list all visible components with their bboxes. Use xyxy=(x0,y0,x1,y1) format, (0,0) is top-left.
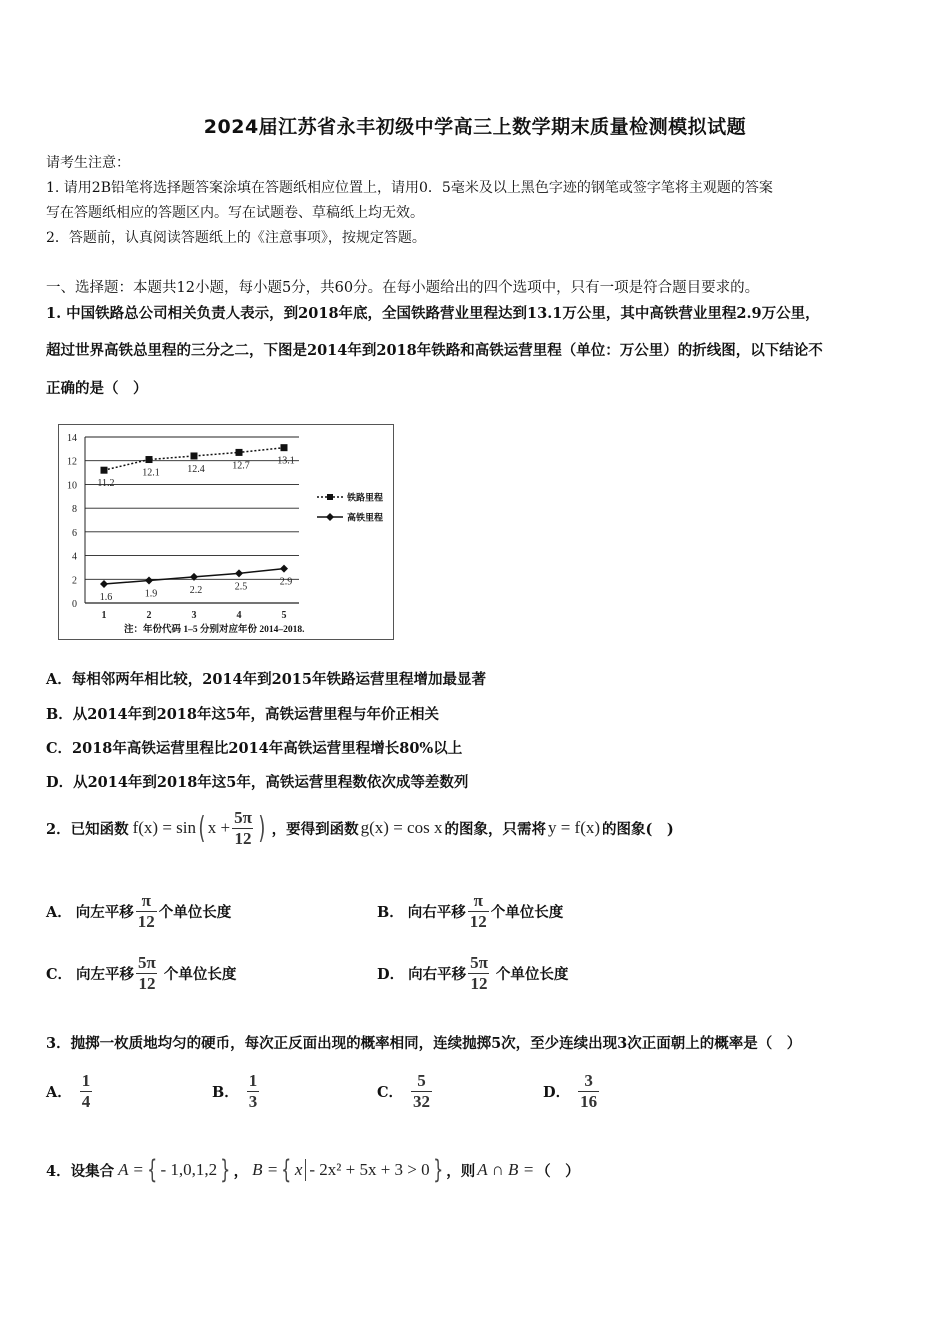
q2-option-b-den: 12 xyxy=(469,911,487,931)
x-tick-label: 1 xyxy=(101,610,107,621)
notice-item-1-cont: 写在答题纸相应的答题区内。写在试题卷、草稿纸上均无效。 xyxy=(46,205,424,221)
q2-option-d-den: 12 xyxy=(470,973,488,993)
q4-comma: ， xyxy=(233,1162,249,1180)
q2-option-b-pre: 向右平移 xyxy=(407,903,466,921)
q3-option-a-num: 1 xyxy=(81,1070,91,1090)
data-point xyxy=(236,449,243,456)
q2-option-c-fraction xyxy=(136,953,158,994)
q2-option-a-den: 12 xyxy=(137,911,155,931)
q4-then: ，则 xyxy=(446,1162,476,1180)
q1-option-b: B．从2014年到2018年这5年，高铁运营里程与年价正相关 xyxy=(46,706,440,723)
q2-option-c-pre: 向左平移 xyxy=(76,965,135,983)
notice-heading: 请考生注意： xyxy=(46,155,130,171)
q2-left-paren: ( xyxy=(198,810,206,846)
data-label: 12.1 xyxy=(142,467,160,479)
q2-option-d-pre: 向右平移 xyxy=(408,965,467,983)
q2-option-d-post: 个单位长度 xyxy=(495,965,569,983)
notice-item-2: 2．答题前，认真阅读答题纸上的《注意事项》，按规定答题。 xyxy=(46,230,426,246)
q2-g-expr: g(x) = cos x xyxy=(360,818,443,837)
q2-option-b-letter: B． xyxy=(377,903,404,921)
q3-option-d-num: 3 xyxy=(584,1070,593,1090)
q2-option-b xyxy=(377,888,563,934)
chart-svg xyxy=(59,425,393,639)
y-tick-label: 12 xyxy=(67,456,77,468)
q2-option-a-post: 个单位长度 xyxy=(158,903,232,921)
q4-set-a-items: - 1,0,1,2 xyxy=(160,1160,218,1179)
q2-option-b-fraction xyxy=(468,891,489,932)
q3-option-c-letter: C． xyxy=(377,1083,404,1101)
q1-option-c: C．2018年高铁运营里程比2014年高铁运营里程增长80%以上 xyxy=(46,740,463,757)
q4-set-b-name: B = xyxy=(252,1160,279,1179)
q3-option-d xyxy=(543,1068,601,1114)
data-point xyxy=(145,576,153,584)
q2-frac-num: 5π xyxy=(234,807,252,827)
data-point xyxy=(100,580,108,588)
q2-option-a-letter: A． xyxy=(46,903,72,921)
y-tick-label: 2 xyxy=(72,575,77,587)
q2-option-c-den: 12 xyxy=(138,973,156,993)
q2-mid2: 的图象，只需将 xyxy=(444,820,546,838)
q2-fraction xyxy=(232,808,254,849)
q2-option-d-fraction xyxy=(468,953,490,994)
data-label: 2.5 xyxy=(234,581,248,593)
q2-option-d-num: 5π xyxy=(470,952,488,972)
q4-set-b-open-brace: { xyxy=(281,1155,292,1185)
q2-option-a-num: π xyxy=(141,890,151,910)
q3-option-d-fraction xyxy=(578,1071,599,1112)
q2-option-d-letter: D． xyxy=(377,965,405,983)
q4-set-b-close-brace: } xyxy=(432,1155,443,1185)
y-tick-label: 0 xyxy=(72,599,77,610)
q3-option-c-num: 5 xyxy=(417,1070,426,1090)
q3-option-a-fraction xyxy=(80,1071,93,1112)
q3-text: 3．抛掷一枚质地均匀的硬币，每次正反面出现的概率相同，连续抛掷5次，至少连续出现3次正面朝上的概率是（ ） xyxy=(46,1035,802,1052)
legend-label: 铁路里程 xyxy=(347,492,384,503)
q3-option-c-den: 32 xyxy=(413,1091,431,1111)
legend-label: 高铁里程 xyxy=(347,512,384,523)
y-tick-label: 8 xyxy=(72,504,77,516)
section-heading: 一、选择题：本题共12小题，每小题5分，共60分。在每小题给出的四个选项中，只有一项是符合题目要求的。 xyxy=(46,280,760,296)
q3-option-b-letter: B． xyxy=(212,1083,239,1101)
q3-option-c-fraction xyxy=(411,1071,432,1112)
line-chart xyxy=(58,424,394,640)
q3-option-a xyxy=(46,1068,94,1114)
q2-option-a-pre: 向左平移 xyxy=(75,903,134,921)
q3-option-b xyxy=(212,1068,261,1114)
q4-ask: A ∩ B = xyxy=(477,1160,535,1179)
q1-option-d: D．从2014年到2018年这5年，高铁运营里程数依次成等差数列 xyxy=(46,774,469,791)
q2-option-a-fraction xyxy=(136,891,157,932)
q2-option-b-post: 个单位长度 xyxy=(490,903,564,921)
q2-mid: ，要得到函数 xyxy=(271,820,359,838)
data-label: 12.4 xyxy=(187,463,205,475)
q3-option-b-den: 3 xyxy=(248,1091,258,1111)
y-tick-label: 6 xyxy=(72,527,77,539)
data-label: 13.1 xyxy=(277,455,295,467)
q2-prefix: 2．已知函数 xyxy=(46,820,129,838)
data-point xyxy=(281,444,288,451)
data-label: 1.6 xyxy=(99,592,113,604)
legend-marker xyxy=(326,513,334,521)
q2-option-d xyxy=(377,948,568,998)
q3-option-b-num: 1 xyxy=(248,1070,258,1090)
data-point xyxy=(235,569,243,577)
q2-option-c-num: 5π xyxy=(138,952,156,972)
q4-suffix: （ ） xyxy=(536,1162,580,1180)
y-tick-label: 4 xyxy=(72,551,77,563)
q2-suffix: 的图象( ) xyxy=(602,820,674,838)
q3-option-a-letter: A． xyxy=(46,1083,72,1101)
q2-option-c xyxy=(46,948,236,998)
legend-marker xyxy=(327,494,333,500)
q3-option-c xyxy=(377,1068,434,1114)
q4-prefix: 4．设集合 xyxy=(46,1162,115,1180)
q1-text-line-3: 正确的是（ ） xyxy=(46,380,148,397)
notice-item-1: 1. 请用2B铅笔将选择题答案涂填在答题纸相应位置上，请用0．5毫米及以上黑色字迹的钢笔或签字笔将主观题的答案 xyxy=(46,180,773,196)
chart-note: 注：年份代码 1–5 分别对应年份 2014–2018. xyxy=(124,625,305,635)
x-tick-label: 5 xyxy=(281,610,287,621)
q2-option-b-num: π xyxy=(473,890,483,910)
q1-text-line-2: 超过世界高铁总里程的三分之二，下图是2014年到2018年铁路和高铁运营里程（单位：万公里）的折线图，以下结论不 xyxy=(46,342,823,359)
q2-frac-den: 12 xyxy=(234,828,252,848)
data-label: 2.9 xyxy=(279,576,293,588)
data-label: 11.2 xyxy=(97,478,115,490)
q2-option-c-post: 个单位长度 xyxy=(163,965,237,983)
q4-set-a-close-brace: } xyxy=(220,1155,231,1185)
q4-stem xyxy=(46,1150,580,1190)
data-point xyxy=(280,565,288,573)
q4-set-a-name: A = xyxy=(118,1160,144,1179)
x-tick-label: 4 xyxy=(236,610,242,621)
data-label: 12.7 xyxy=(232,460,250,472)
q2-right-paren: ) xyxy=(258,810,266,846)
q2-f-expr: f(x) = sin xyxy=(132,818,197,837)
q3-option-d-letter: D． xyxy=(543,1083,571,1101)
q4-set-b-cond: - 2x² + 5x + 3 > 0 xyxy=(309,1160,430,1179)
x-tick-label: 3 xyxy=(191,610,197,621)
q1-option-a: A．每相邻两年相比较，2014年到2015年铁路运营里程增加最显著 xyxy=(46,671,486,688)
x-tick-label: 2 xyxy=(146,610,152,621)
data-label: 2.2 xyxy=(189,584,203,596)
q4-set-b-var: x xyxy=(294,1160,303,1179)
q3-option-b-fraction xyxy=(247,1071,260,1112)
q1-text-line-1: 1. 中国铁路总公司相关负责人表示，到2018年底，全国铁路营业里程达到13.1万公里，其中高铁营业里程2.9万公里， xyxy=(46,305,820,322)
data-point xyxy=(101,467,108,474)
q2-y-expr: y = f(x) xyxy=(547,818,601,837)
data-label: 1.9 xyxy=(144,588,158,600)
y-tick-label: 10 xyxy=(67,480,77,492)
data-point xyxy=(146,456,153,463)
q2-option-a xyxy=(46,888,231,934)
q2-stem xyxy=(46,804,674,852)
y-tick-label: 14 xyxy=(67,433,77,444)
q3-option-a-den: 4 xyxy=(81,1091,91,1111)
data-point xyxy=(191,452,198,459)
q4-set-a-open-brace: { xyxy=(147,1155,158,1185)
page-title: 2024届江苏省永丰初级中学高三上数学期末质量检测模拟试题 xyxy=(203,116,747,138)
q3-option-d-den: 16 xyxy=(580,1091,598,1111)
q2-option-c-letter: C． xyxy=(46,965,73,983)
q2-arg-x: x + xyxy=(207,818,231,837)
q4-set-b-bar xyxy=(305,1159,306,1181)
